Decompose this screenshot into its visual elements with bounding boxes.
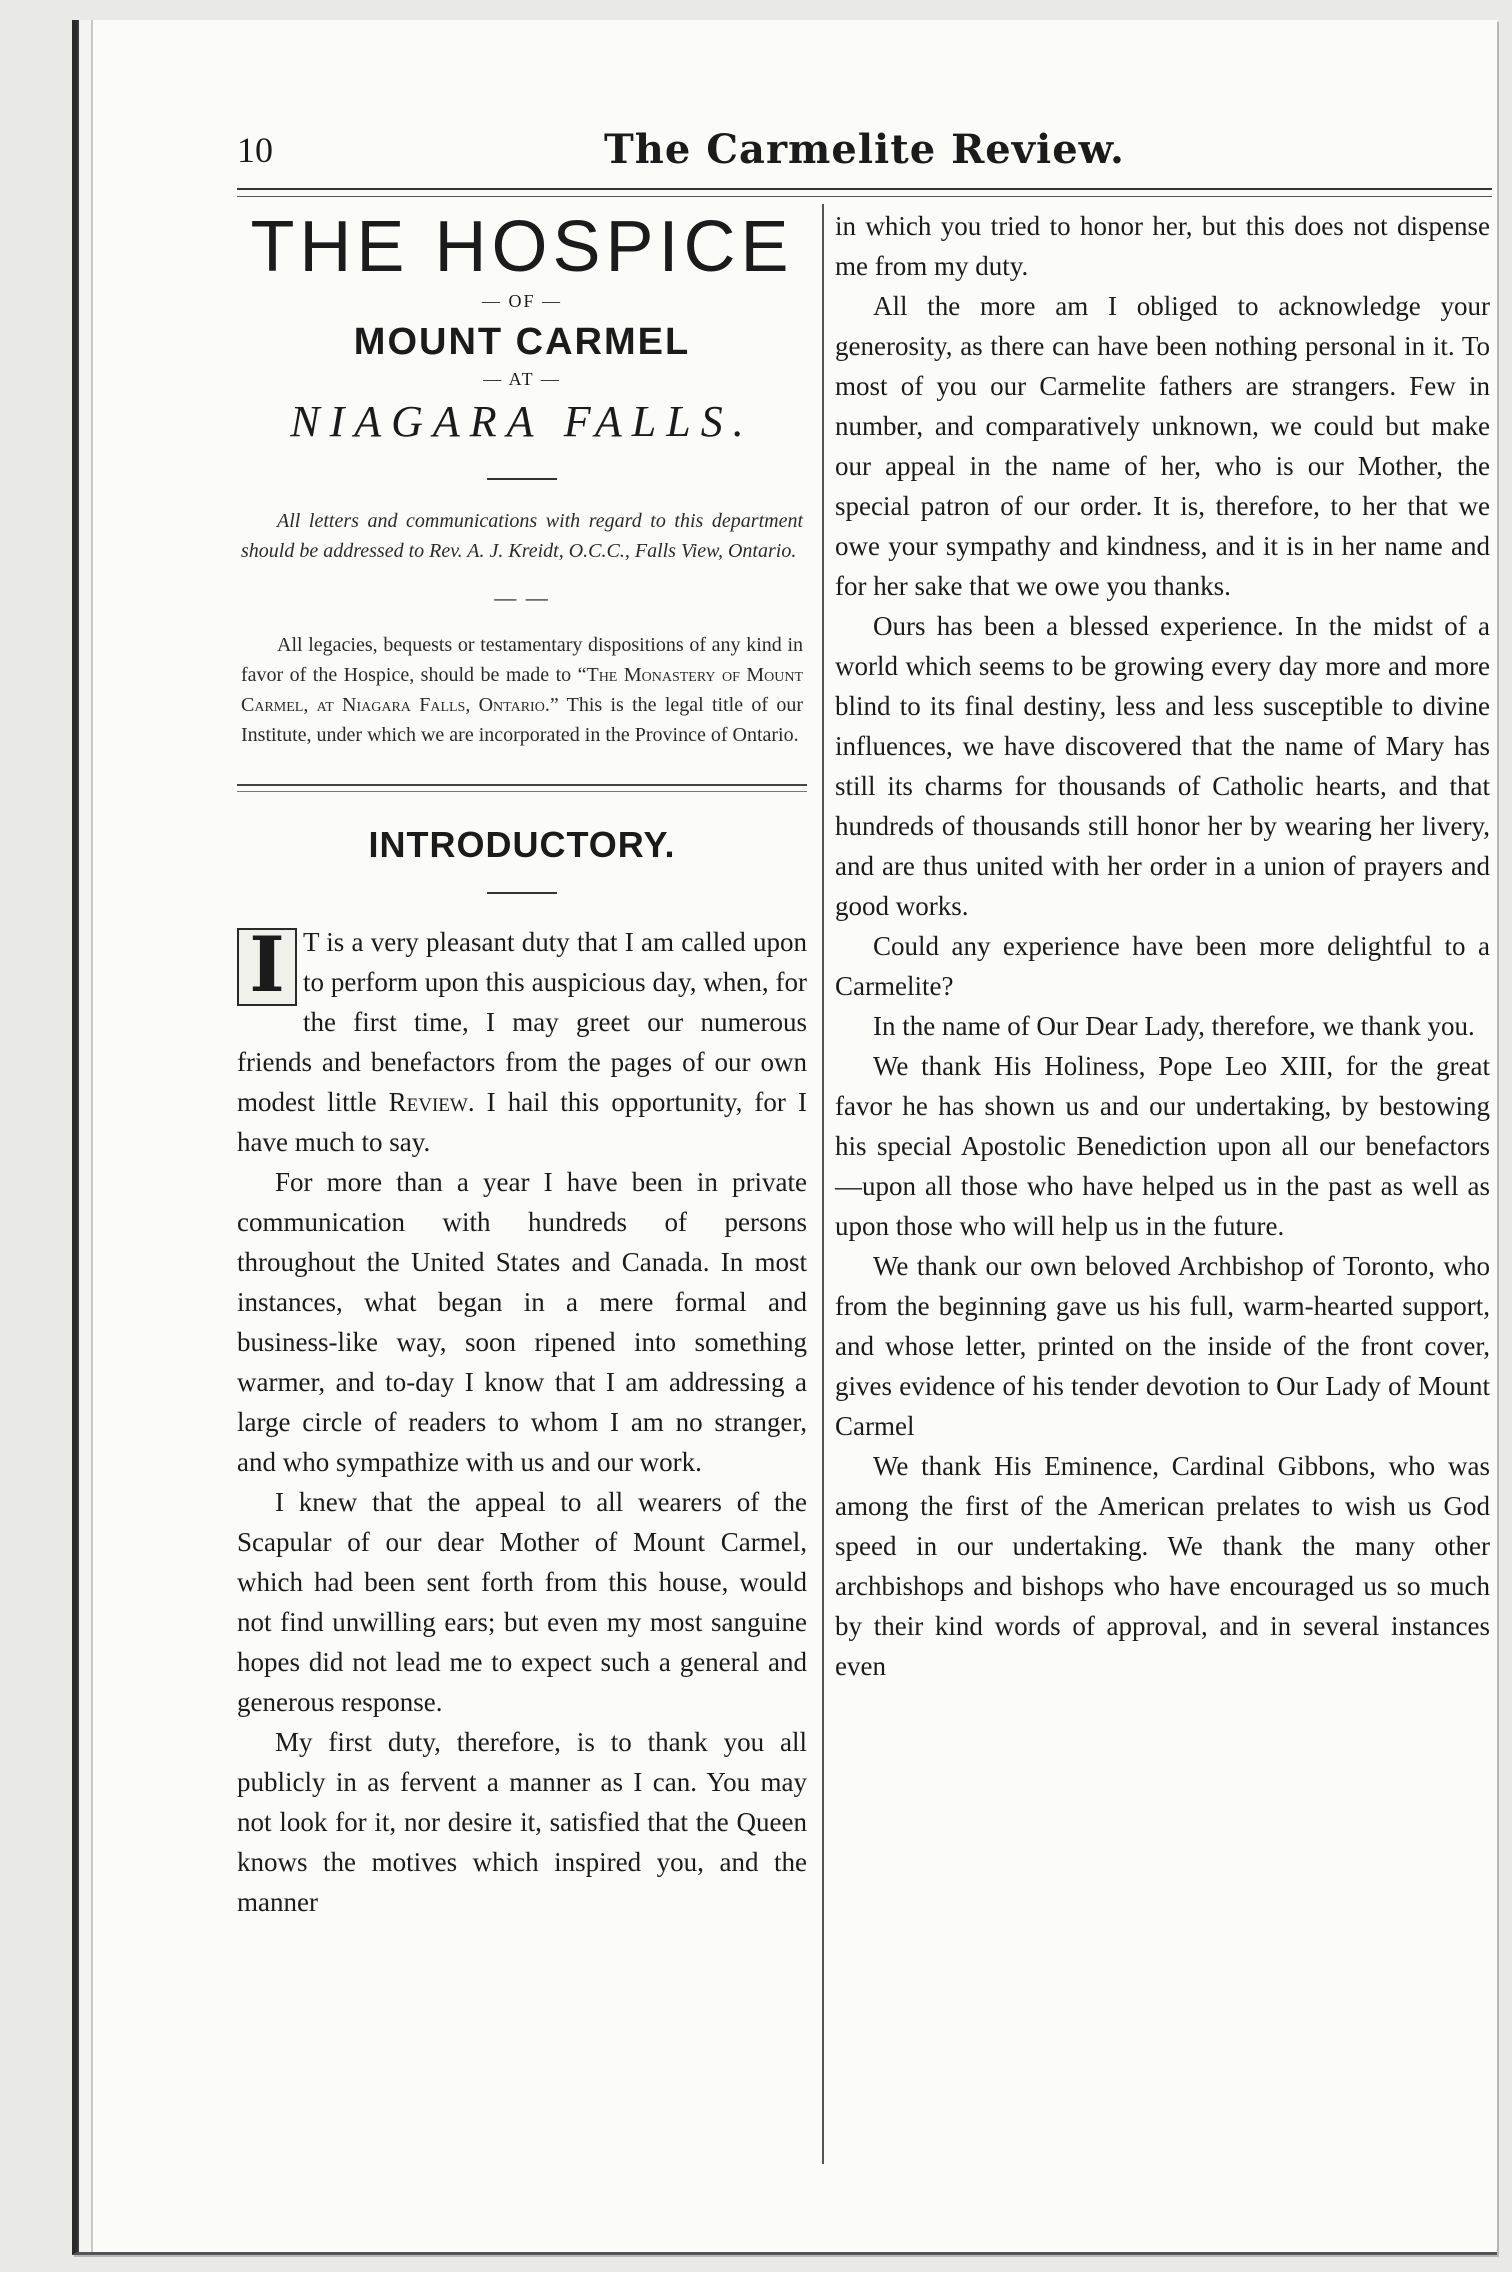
correspondence-note: All letters and communications with regard to this department should be addressed to Rev. A. J. Kreidt, O.C.C., Falls View, Ontario. <box>241 510 803 562</box>
introductory-heading: INTRODUCTORY. <box>368 824 676 865</box>
paragraph: I T is a very pleasant duty that I am called upon to perform upon this auspicious day, when, for the first time, I may greet our numerous friends and benefactors from the pages of our own modest little Review. I hail this opportunity, for I have much to say. <box>237 920 807 1157</box>
paragraph: For more than a year I have been in private communication with hundreds of persons throughout the United States and Canada. In most instances, what began in a mere formal and business-like way, soon ripened into something warmer, and to-day I know that I am addressing a large circle of readers to whom I am no stranger, and who sympathize with us and our work. <box>237 1167 807 1477</box>
article-title: THE HOSPICE <box>250 207 794 287</box>
header-rule <box>237 188 1492 197</box>
paragraph: We thank our own beloved Archbishop of Toronto, who from the beginning gave us his full, warm-hearted support, and whose letter, printed on the inside of the front cover, gives evidence of his tender devotion to Our Lady of Mount Carmel <box>835 1251 1490 1441</box>
binding-gutter <box>77 20 99 2252</box>
paragraph: We thank His Eminence, Cardinal Gibbons, who was among the first of the American prelates to wish us God speed in our undertaking. We thank the many other archbishops and bishops who have encouraged us so much by their kind words of approval, and in several instances even <box>835 1451 1490 1681</box>
page-number: 10 <box>237 130 273 170</box>
paragraph: I knew that the appeal to all wearers of the Scapular of our dear Mother of Mount Carmel, which had been sent forth from this house, would not find unwilling ears; but even my most sanguine hopes did not lead me to expect such a general and generous response. <box>237 1487 807 1717</box>
left-column <box>237 206 807 1922</box>
article-location: NIAGARA FALLS. <box>290 397 754 446</box>
paragraph: Ours has been a blessed experience. In the midst of a world which seems to be growing every day more and more blind to its final destiny, less and less susceptible to divine influences, we have discovered that the name of Mary has still its charms for thousands of Catholic hearts, and that hundreds of thousands still honor her by wearing her livery, and are thus united with her order in a union of prayers and good works. <box>835 611 1490 921</box>
paragraph: In the name of Our Dear Lady, therefore, we thank you. <box>873 1011 1475 1041</box>
section-rule <box>237 784 807 792</box>
paragraph: in which you tried to honor her, but this does not dispense me from my duty. <box>835 211 1490 281</box>
title-of: — OF — <box>481 291 562 311</box>
paragraph: We thank His Holiness, Pope Leo XIII, for the great favor he has shown us and our undertaking, by bestowing his special Apostolic Benediction upon all our benefactors —upon all those who have helped us in the past as well as upon those who will help us in the future. <box>835 1051 1490 1241</box>
paragraph: Could any experience have been more delightful to a Carmelite? <box>835 931 1490 1001</box>
column-rule <box>822 204 824 2164</box>
title-at: — AT — <box>483 369 561 389</box>
title-rule <box>487 478 557 480</box>
paragraph: My first duty, therefore, is to thank you all publicly in as fervent a manner as I can. You may not look for it, nor desire it, satisfied that the Queen knows the motives which inspired you, and the manner <box>237 1727 807 1917</box>
magazine-page <box>72 20 1497 2255</box>
journal-title: The Carmelite Review. <box>604 126 1125 173</box>
right-column <box>835 206 1490 1686</box>
drop-cap: I <box>237 928 297 1006</box>
paragraph: All the more am I obliged to acknowledge your generosity, as there can have been nothing personal in it. To most of you our Carmelite fathers are strangers. Few in number, and comparatively unknown, we could but make our appeal in the name of her, who is our Mother, the special patron of our order. It is, therefore, to her that we owe your sympathy and kindness, and it is in her name and for her sake that we owe you thanks. <box>835 291 1490 601</box>
running-header <box>237 122 1492 178</box>
article-subtitle: MOUNT CARMEL <box>353 321 691 363</box>
legacies-note: All legacies, bequests or testamentary dispositions of any kind in favor of the Hospice, should be made to “The Monastery of Mount Carmel, at Niagara Falls, Ontario.” This is the legal title of our Institute, under which we are incorporated in the Province of Ontario. <box>241 634 803 746</box>
introductory-rule <box>487 892 557 894</box>
note-separator: — — <box>494 585 550 610</box>
